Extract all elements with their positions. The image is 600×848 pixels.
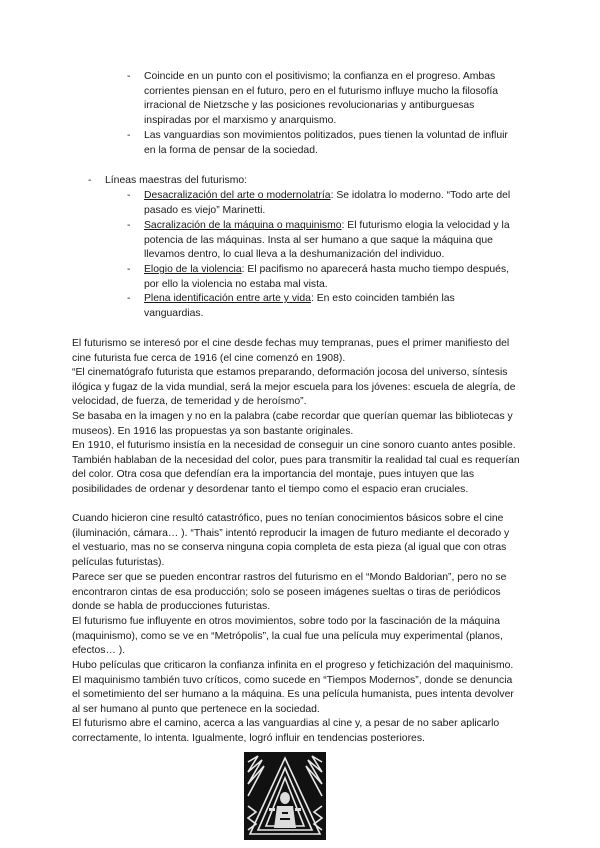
bullet-positivismo — [127, 70, 516, 128]
bullet-text: : El pacifismo no aparecerá hasta mucho tiempo después, por ello la violencia no estaba mal vista. — [144, 264, 510, 290]
bullet-dash: - — [127, 220, 131, 231]
bullet-violencia — [127, 263, 516, 292]
paragraph-metropolis: El futurismo fue influyente en otros movimientos, sobre todo por la fascinación de la máquina (maquinismo), como se ve en “Metrópolis”, la cual fue una película muy experimental (planos, efectos… ). — [72, 616, 503, 657]
bullet-term: Elogio de la violencia — [144, 264, 242, 275]
bullet-dash: - — [127, 71, 131, 82]
paragraph-mondo-baldorian: Parece ser que se pueden encontrar rastros del futurismo en el “Mondo Baldorian”, pero no se encontraron cintas de esa producción; solo se poseen imágenes sueltas o tiras de periódicos donde se habla de producciones futuristas. — [72, 572, 507, 613]
paragraph-tiempos-modernos: Hubo películas que criticaron la confianza infinita en el progreso y fetichización del maquinismo. El maquinismo también tuvo críticos, como sucede en “Tiempos Modernos”, donde se denuncia el sometimiento del ser humano a la máquina. Es una película humanista, pues intenta devolver al ser humano al punto que pertenece en la sociedad. — [72, 660, 514, 715]
bullet-dash: - — [127, 190, 131, 201]
bullet-lineas-maestras — [88, 174, 515, 189]
bullet-text: Las vanguardias son movimientos politizados, pues tienen la voluntad de influir en la forma de pensar de la sociedad. — [144, 130, 508, 156]
bullet-term: Desacralización del arte o modernolatría — [144, 190, 331, 201]
bullet-text: : Se idolatra lo moderno. “Todo arte del pasado es viejo” Marinetti. — [144, 190, 511, 216]
paragraph-cine-temprano: El futurismo se interesó por el cine desde fechas muy tempranas, pues el primer manifiesto del cine futurista fue cerca de 1916 (el cine comenzó en 1908). — [72, 338, 510, 364]
bullet-dash: - — [127, 293, 131, 304]
bullet-text: Coincide en un punto con el positivismo; la confianza en el progreso. Ambas corrientes piensan en el futuro, pero en el futurismo influye mucho la filosofía irracional de Nietzsche y las posiciones revolucionarias y antiburguesas inspiradas por el marxismo y anarquismo. — [144, 71, 499, 126]
bullet-term: Plena identificación entre arte y vida — [144, 293, 311, 304]
paragraph-imagen: Se basaba en la imagen y no en la palabra (cabe recordar que querían quemar las bibliotecas y museos). En 1916 las propuestas ya son bastante originales. — [72, 411, 513, 437]
bullet-sacralizacion — [127, 219, 516, 263]
bullet-dash: - — [88, 175, 92, 186]
bullet-text: : El futurismo elogia la velocidad y la potencia de las máquinas. Insta al ser humano a que saque la máquina que llevamos dentro, lo cual lleva a la deshumanización del individuo. — [144, 220, 510, 261]
bullet-text: : En esto coinciden también las vanguardias. — [144, 293, 455, 319]
bullet-term: Sacralización de la máquina o maquinismo — [144, 220, 342, 231]
paragraph-conclusion: El futurismo abre el camino, acerca a las vanguardias al cine y, a pesar de no saber aplicarlo correctamente, lo intenta. Igualmente, logró influir en tendencias posteriores. — [72, 718, 500, 744]
futurist-artwork-image — [244, 752, 326, 840]
paragraph-sonoro-color: En 1910, el futurismo insistía en la necesidad de conseguir un cine sonoro cuanto antes posible. También hablaban de la necesidad del color, pues para transmitir la realidad tal cual es requerían del color. Otra cosa que defendían era la importancia del montaje, pues intuyen que las posibilidades de ordenar y desordenar tanto el tiempo como el espacio eran cruciales. — [72, 440, 520, 495]
bullet-dash: - — [127, 264, 131, 275]
paragraph-cita-cinematografo: “El cinematógrafo futurista que estamos preparando, deformación jocosa del universo, síntesis ilógica y fugaz de la vida mundial, será la mejor escuela para los jóvenes: escuela de alegría, de velocidad, de fuerza, de temeridad y de heroísmo”. — [72, 367, 516, 408]
bullet-arte-vida — [127, 292, 516, 321]
bullet-desacralizacion — [127, 189, 516, 218]
bullet-heading: Líneas maestras del futurismo: — [105, 175, 248, 186]
paragraph-thais: Cuando hicieron cine resultó catastrófico, pues no tenían conocimientos básicos sobre el cine (iluminación, cámara… ). “Thais” intentó reproducir la imagen de futuro mediante el decorado y el vestuario, mas no se conserva ninguna copia completa de esta pieza (al igual que con otras películas futuristas). — [72, 513, 510, 568]
bullet-vanguardias — [127, 129, 516, 158]
bullet-dash: - — [127, 130, 131, 141]
